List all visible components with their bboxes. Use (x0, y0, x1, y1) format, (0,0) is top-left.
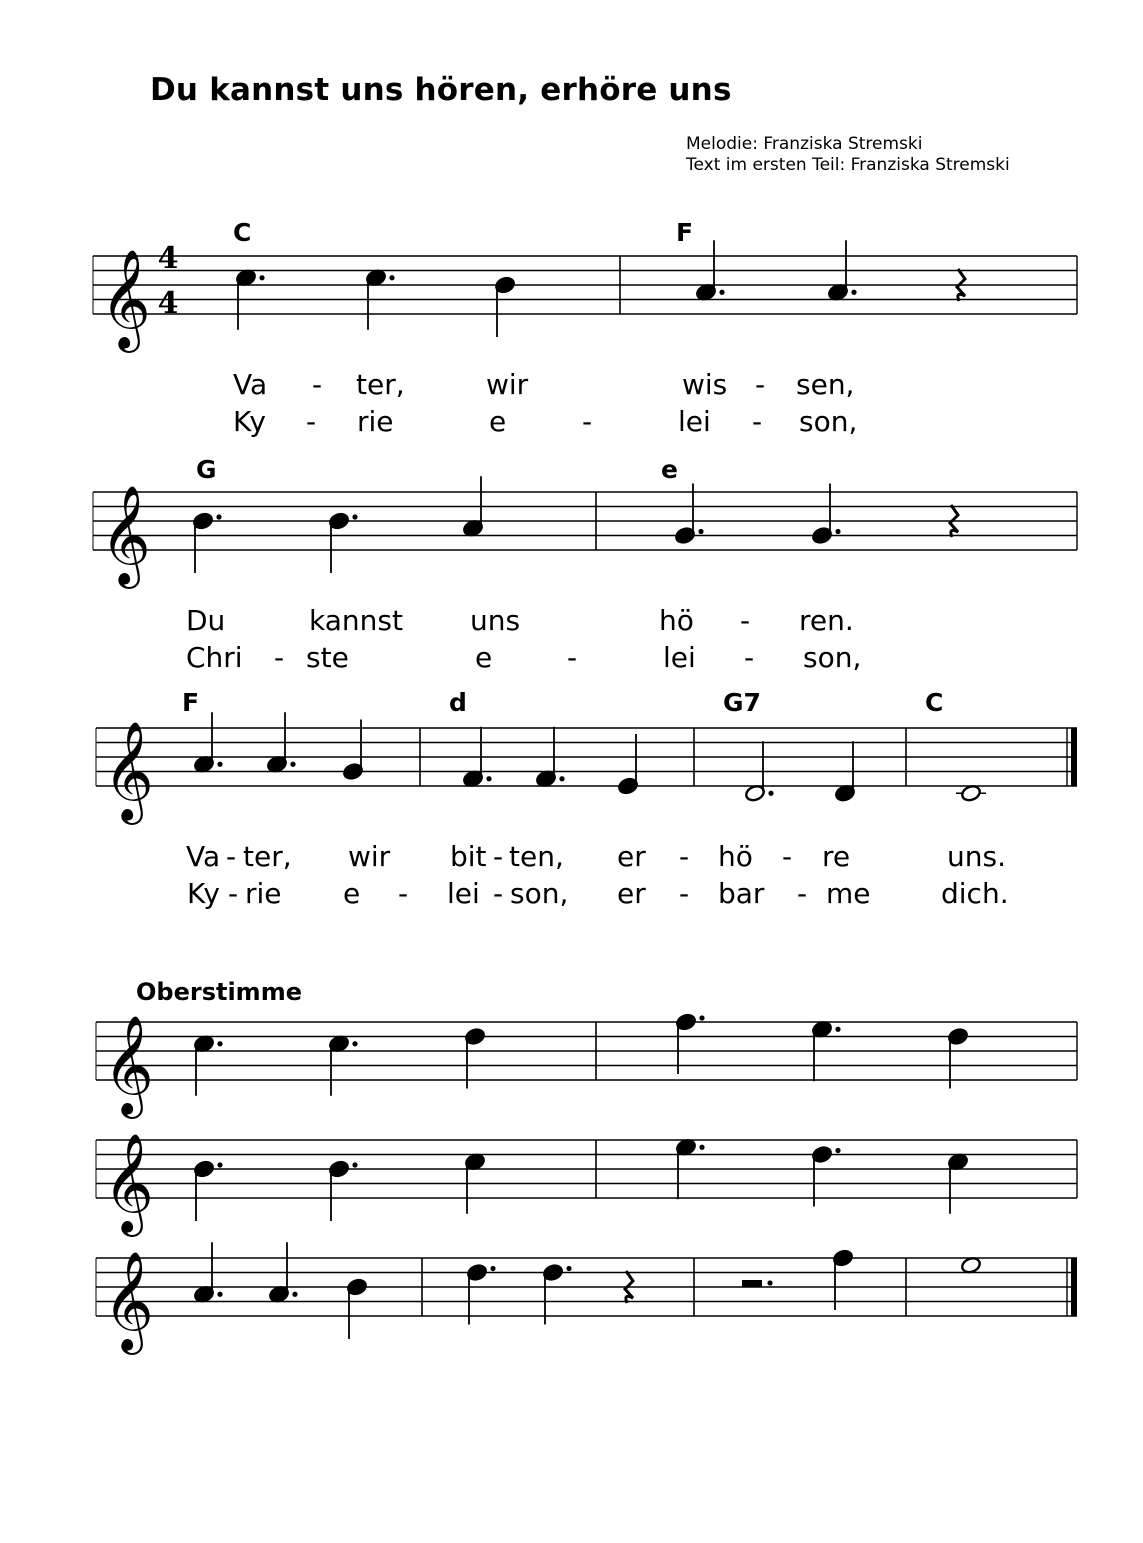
note-dot (835, 1027, 840, 1032)
lyric-hyphen: - (567, 641, 578, 674)
lyric-syllable: wir (348, 840, 391, 873)
treble-clef-icon: 𝄞 (100, 485, 151, 585)
lyric-hyphen: - (797, 877, 808, 910)
note-dot (566, 1266, 571, 1271)
note-dot (698, 529, 703, 534)
final-barline-thick (1071, 728, 1077, 786)
lyric-syllable: uns (470, 604, 521, 637)
lyric-syllable: hö (659, 604, 694, 637)
note-dot (835, 529, 840, 534)
lyric-syllable: son, (803, 641, 862, 674)
lyric-hyphen: - (679, 877, 690, 910)
chord-symbol: d (449, 688, 467, 717)
lyric-syllable: ter, (243, 840, 292, 873)
lyric-syllable: ter, (356, 368, 405, 401)
lyric-syllable: Va (233, 368, 268, 401)
lyric-syllable: son, (510, 877, 569, 910)
lyric-hyphen: - (312, 368, 323, 401)
lyric-hyphen: - (493, 877, 504, 910)
lyric-syllable: er (617, 877, 646, 910)
text-credit: Text im ersten Teil: Franziska Stremski (686, 155, 1010, 175)
lyric-hyphen: - (493, 840, 504, 873)
chord-symbol: F (182, 688, 200, 717)
lyric-syllable: me (826, 877, 871, 910)
note-dot (699, 1015, 704, 1020)
lyric-hyphen: - (752, 405, 763, 438)
note-dot (217, 1041, 222, 1046)
note-dot (352, 1162, 357, 1167)
lyric-syllable: son, (799, 405, 858, 438)
note-dot (389, 275, 394, 280)
lyric-hyphen: - (755, 368, 766, 401)
lyric-syllable: er (617, 840, 646, 873)
lyric-syllable: hö (718, 840, 753, 873)
lyric-syllable: ste (306, 641, 349, 674)
note-dot (699, 1145, 704, 1150)
note-dot (486, 776, 491, 781)
lyric-syllable: bit (450, 840, 487, 873)
note-dot (851, 290, 856, 295)
lyric-syllable: kannst (309, 604, 403, 637)
lyric-hyphen: - (679, 840, 690, 873)
lyric-hyphen: - (274, 641, 285, 674)
treble-clef-icon: 𝄞 (103, 1015, 154, 1115)
lyric-syllable: wir (486, 368, 529, 401)
lyric-syllable: lei (663, 641, 696, 674)
song-title: Du kannst uns hören, erhöre uns (150, 72, 732, 108)
lyric-syllable: e (475, 641, 493, 674)
time-signature-bottom: 4 (157, 286, 179, 321)
lyric-syllable: uns. (947, 840, 1006, 873)
lyric-syllable: Va (186, 840, 221, 873)
section-label-oberstimme: Oberstimme (136, 978, 302, 1006)
lyric-syllable: lei (678, 405, 711, 438)
lyric-hyphen: - (228, 877, 239, 910)
lyric-syllable: lei (447, 877, 480, 910)
note-dot (719, 290, 724, 295)
lyric-hyphen: - (782, 840, 793, 873)
treble-clef-icon: 𝄞 (100, 249, 151, 349)
note-dot (352, 1041, 357, 1046)
treble-clef-icon: 𝄞 (103, 1133, 154, 1233)
lyric-syllable: Chri (186, 641, 243, 674)
note-dot (352, 514, 357, 519)
note-dot (292, 1292, 297, 1297)
lyric-hyphen: - (582, 405, 593, 438)
note-dot (490, 1266, 495, 1271)
half-rest-icon (742, 1280, 762, 1287)
lyric-syllable: Du (186, 604, 226, 637)
note-dot (835, 1148, 840, 1153)
lyric-syllable: rie (357, 405, 394, 438)
lyric-syllable: ren. (799, 604, 854, 637)
note-dot (259, 275, 264, 280)
lyric-hyphen: - (744, 641, 755, 674)
note-dot (559, 776, 564, 781)
lyric-syllable: wis (682, 368, 728, 401)
chord-symbol: e (661, 455, 678, 484)
lyric-hyphen: - (398, 877, 409, 910)
lyric-hyphen: - (740, 604, 751, 637)
lyric-hyphen: - (226, 840, 237, 873)
melody-credit: Melodie: Franziska Stremski (686, 134, 923, 154)
chord-symbol: C (233, 218, 252, 247)
note-dot (290, 762, 295, 767)
chord-symbol: F (676, 218, 694, 247)
lyric-syllable: rie (245, 877, 282, 910)
note-dot (217, 762, 222, 767)
lyric-syllable: bar (718, 877, 765, 910)
note-dot (217, 1292, 222, 1297)
chord-symbol: G7 (723, 688, 761, 717)
lyric-syllable: Ky (233, 405, 266, 438)
lyric-syllable: sen, (796, 368, 855, 401)
note-dot (216, 514, 221, 519)
lyric-syllable: e (489, 405, 507, 438)
lyric-syllable: e (343, 877, 361, 910)
lyric-syllable: re (822, 840, 851, 873)
note-dot (768, 791, 773, 796)
lyric-syllable: Ky (187, 877, 220, 910)
lyric-syllable: dich. (941, 877, 1009, 910)
time-signature-top: 4 (157, 241, 179, 276)
note-dot (217, 1162, 222, 1167)
treble-clef-icon: 𝄞 (103, 721, 154, 821)
chord-symbol: G (196, 455, 217, 484)
treble-clef-icon: 𝄞 (103, 1251, 154, 1351)
lyric-syllable: ten, (509, 840, 564, 873)
lyric-hyphen: - (306, 405, 317, 438)
final-barline-thick (1071, 1258, 1077, 1316)
chord-symbol: C (925, 688, 944, 717)
note-dot (767, 1280, 772, 1285)
